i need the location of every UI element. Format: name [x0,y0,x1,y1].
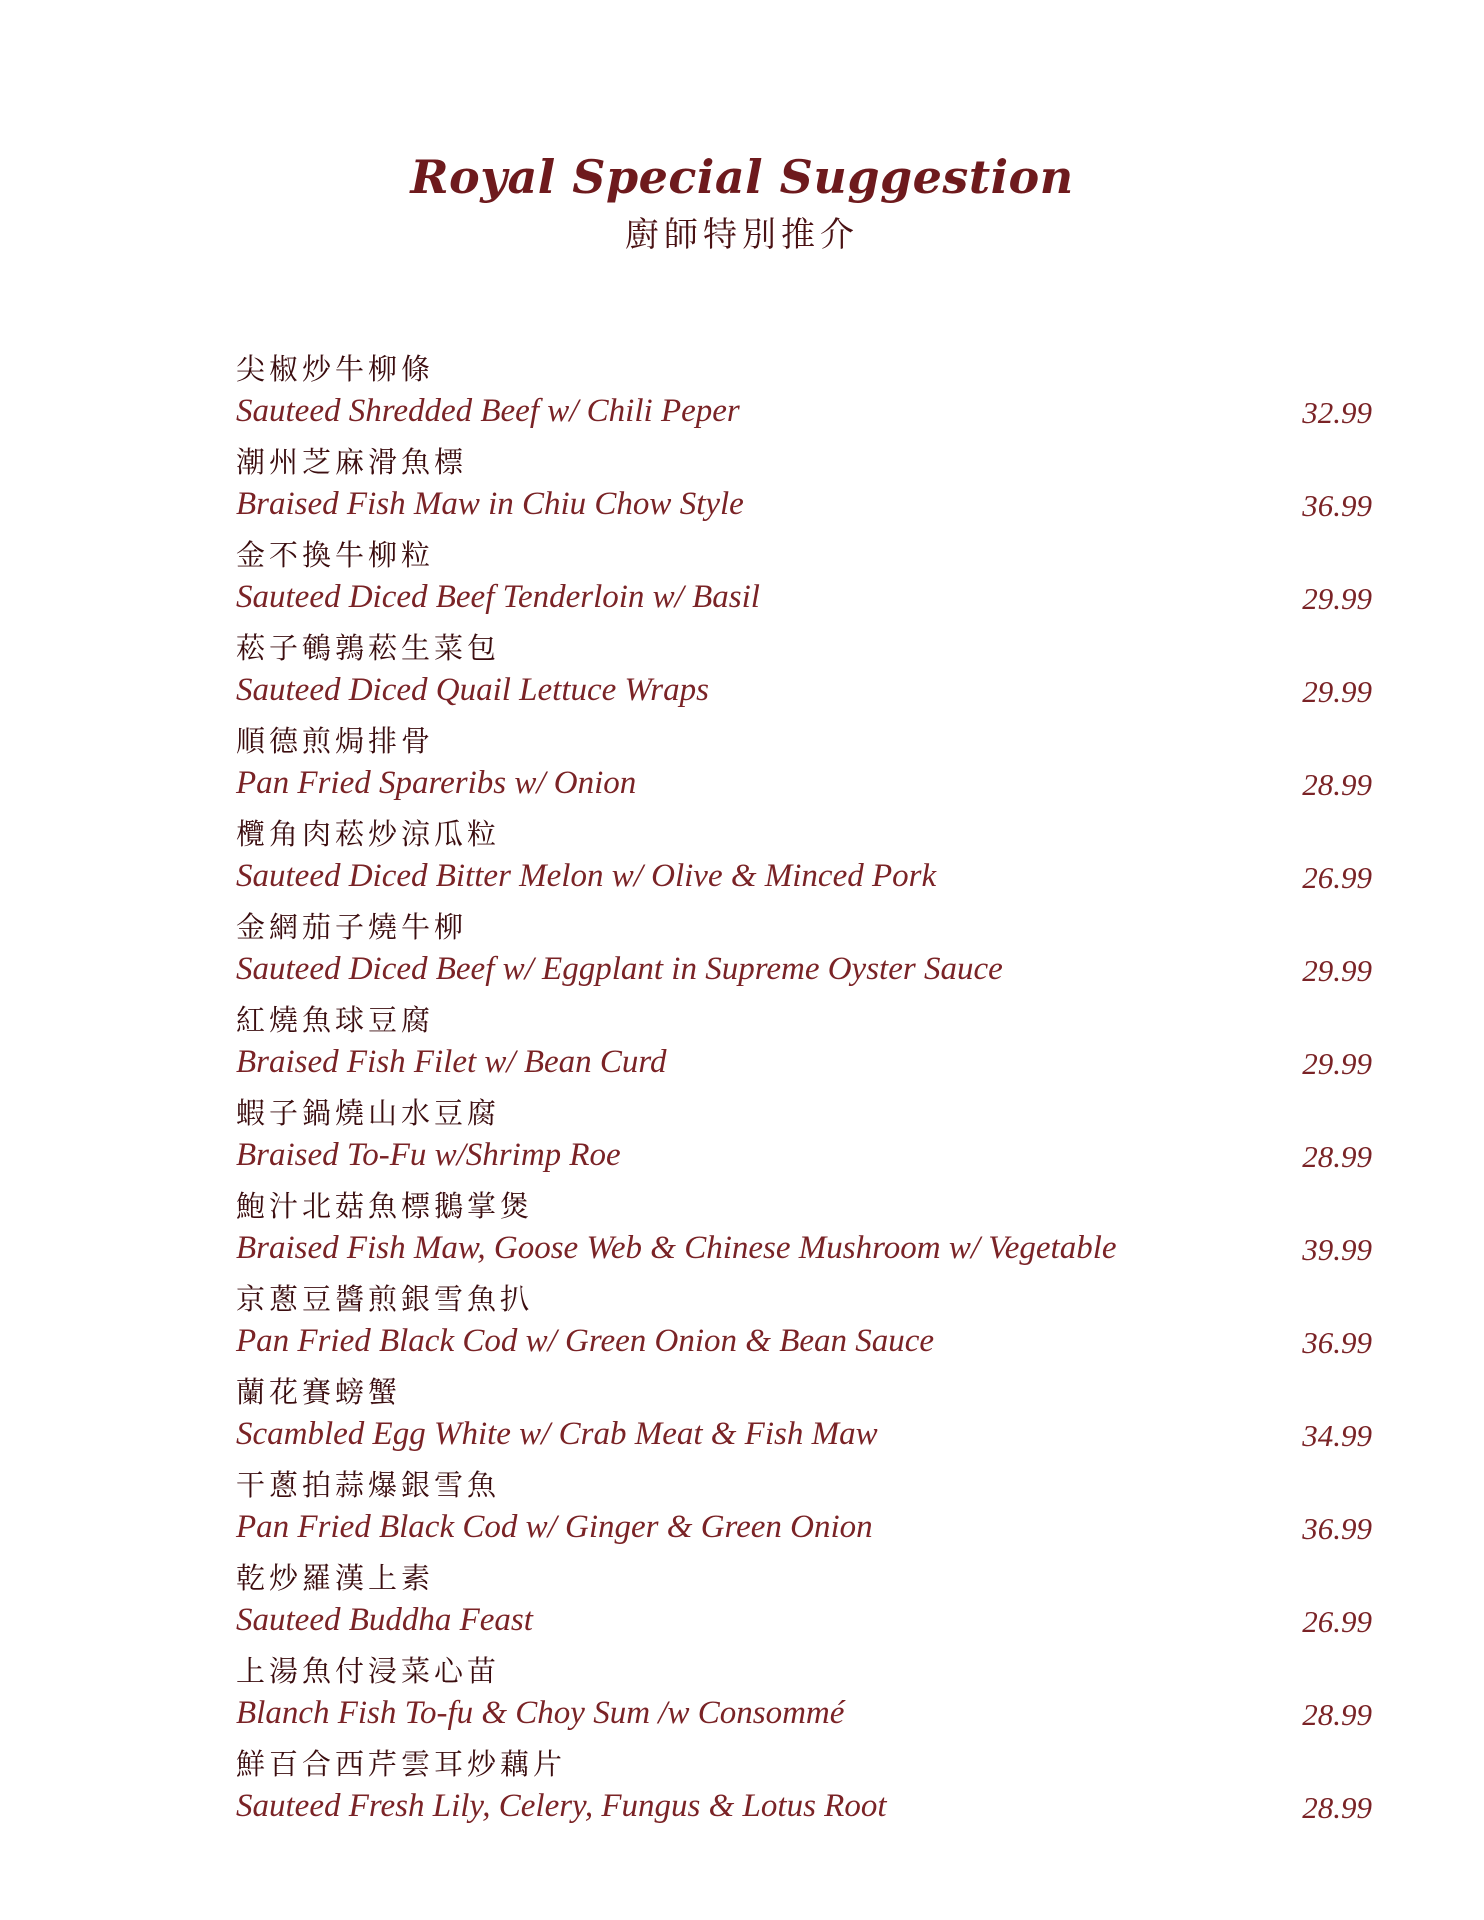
dish-price: 36.99 [1302,1511,1372,1546]
dish-chinese-name: 欖角肉菘炒涼瓜粒 [236,817,501,851]
dish-price: 29.99 [1302,581,1372,616]
dish-english-name: Sauteed Diced Bitter Melon w/ Olive & Minced Pork [236,858,937,894]
dish-price: 29.99 [1302,674,1372,709]
dish-chinese-name: 金不換牛柳粒 [236,538,435,572]
dish-english-name: Braised Fish Maw, Goose Web & Chinese Mushroom w/ Vegetable [236,1230,1117,1266]
dish-price: 29.99 [1302,1046,1372,1081]
menu-list [236,347,1372,1835]
dish-price: 29.99 [1302,953,1372,988]
dish-price: 26.99 [1302,1604,1372,1639]
menu-item [236,1091,1372,1184]
dish-chinese-name: 尖椒炒牛柳條 [236,352,435,386]
dish-chinese-name: 上湯魚付浸菜心苗 [236,1654,501,1688]
dish-price: 28.99 [1302,1790,1372,1825]
dish-chinese-name: 蘭花賽螃蟹 [236,1375,402,1409]
dish-price: 39.99 [1302,1232,1372,1267]
dish-english-name: Braised Fish Maw in Chiu Chow Style [236,486,744,522]
dish-chinese-name: 順德煎焗排骨 [236,724,435,758]
dish-price: 36.99 [1302,1325,1372,1360]
dish-price: 36.99 [1302,488,1372,523]
dish-english-name: Braised Fish Filet w/ Bean Curd [236,1044,667,1080]
menu-item [236,533,1372,626]
dish-chinese-name: 菘子鵪鶉菘生菜包 [236,631,501,665]
menu-item [236,1556,1372,1649]
dish-chinese-name: 金網茄子燒牛柳 [236,910,468,944]
dish-english-name: Scambled Egg White w/ Crab Meat & Fish Maw [236,1416,878,1452]
menu-item [236,1277,1372,1370]
dish-english-name: Pan Fried Spareribs w/ Onion [236,765,637,801]
dish-english-name: Pan Fried Black Cod w/ Ginger & Green Onion [236,1509,873,1545]
dish-chinese-name: 京蔥豆醬煎銀雪魚扒 [236,1282,534,1316]
dish-chinese-name: 乾炒羅漢上素 [236,1561,435,1595]
dish-chinese-name: 潮州芝麻滑魚標 [236,445,468,479]
dish-price: 32.99 [1302,395,1372,430]
dish-price: 34.99 [1302,1418,1372,1453]
menu-item [236,905,1372,998]
menu-item [236,626,1372,719]
dish-english-name: Braised To-Fu w/Shrimp Roe [236,1137,621,1173]
dish-english-name: Sauteed Shredded Beef w/ Chili Peper [236,393,740,429]
menu-item [236,1184,1372,1277]
menu-item [236,812,1372,905]
dish-price: 28.99 [1302,1697,1372,1732]
menu-item [236,1463,1372,1556]
menu-item [236,1742,1372,1835]
dish-price: 28.99 [1302,1139,1372,1174]
dish-price: 26.99 [1302,860,1372,895]
dish-english-name: Sauteed Buddha Feast [236,1602,533,1638]
menu-item [236,998,1372,1091]
dish-chinese-name: 蝦子鍋燒山水豆腐 [236,1096,501,1130]
menu-item [236,347,1372,440]
dish-english-name: Sauteed Fresh Lily, Celery, Fungus & Lotus Root [236,1788,887,1824]
dish-english-name: Blanch Fish To-fu & Choy Sum /w Consommé [236,1695,845,1731]
menu-title: Royal Special Suggestion [410,150,1074,204]
dish-english-name: Sauteed Diced Beef w/ Eggplant in Supreme Oyster Sauce [236,951,1003,987]
menu-header [0,152,1484,256]
dish-chinese-name: 紅燒魚球豆腐 [236,1003,435,1037]
dish-english-name: Sauteed Diced Beef Tenderloin w/ Basil [236,579,760,615]
dish-chinese-name: 鮑汁北菇魚標鵝掌煲 [236,1189,534,1223]
menu-subtitle: 廚師特別推介 [625,214,859,255]
menu-item [236,1370,1372,1463]
menu-item [236,440,1372,533]
dish-english-name: Pan Fried Black Cod w/ Green Onion & Bean Sauce [236,1323,935,1359]
dish-price: 28.99 [1302,767,1372,802]
dish-english-name: Sauteed Diced Quail Lettuce Wraps [236,672,709,708]
dish-chinese-name: 鮮百合西芹雲耳炒藕片 [236,1747,567,1781]
dish-chinese-name: 干蔥拍蒜爆銀雪魚 [236,1468,501,1502]
menu-item [236,1649,1372,1742]
menu-item [236,719,1372,812]
